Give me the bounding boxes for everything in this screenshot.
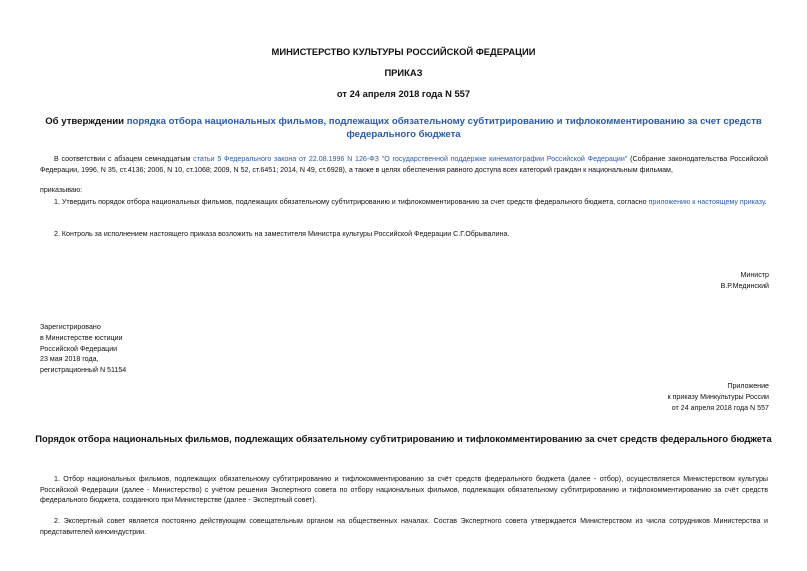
- order-word: приказываю:: [40, 186, 83, 194]
- date-number-heading: от 24 апреля 2018 года N 557: [336, 88, 471, 99]
- title-link[interactable]: порядка отбора национальных фильмов, подлежащих обязательному субтитрированию и тифлокомментированию за счет средств федерального бюджета: [126, 116, 762, 140]
- preamble-text-after: (Собрание законодательства Российской Федерации, 1996, N 35, ст.4136; 2006, N 10, ст.1068; 2009, N 52, ст.6451; 2014, N 49, ст.6928), а также в целях обеспечения равного доступа всех категорий граждан к национальным фильмам,: [40, 155, 769, 174]
- registration-line-1: Зарегистрировано: [40, 323, 101, 331]
- item-1-end: .: [764, 198, 767, 206]
- appendix-paragraph-2: 2. Экспертный совет является постоянно действующим совещательным органом на общественных началах. Состав Экспертного совета утверждается Министерством из числа сотрудников Министерства и представителей киноиндустрии.: [40, 517, 768, 536]
- appendix-header-block: [668, 381, 769, 413]
- appendix-line-2: к приказу Минкультуры России: [667, 392, 769, 401]
- appendix-line-1: Приложение: [727, 382, 769, 390]
- signature-block: [721, 270, 769, 292]
- ministry-heading: МИНИСТЕРСТВО КУЛЬТУРЫ РОССИЙСКОЙ ФЕДЕРАЦИИ: [271, 46, 536, 57]
- appendix-paragraph-1: 1. Отбор национальных фильмов, подлежащих обязательному субтитрированию и тифлокомментированию за счёт средств федерального бюджета (далее - отбор), осуществляется Министерством культуры Российской Федерации (далее - Министерство) с учётом решения Экспертного совета по отбору национальных фильмов, подлежащих обязательному субтитрированию и тифлокомментированию за счёт средств федерального бюджета, созданного при Министерстве (далее - Экспертный совет).: [40, 475, 768, 504]
- appendix-link[interactable]: приложению к настоящему приказу: [648, 198, 765, 206]
- appendix-line-3: от 24 апреля 2018 года N 557: [671, 403, 769, 412]
- registration-line-4: 23 мая 2018 года,: [40, 355, 99, 364]
- appendix-title: Порядок отбора национальных фильмов, подлежащих обязательному субтитрированию и тифлокомментированию за счет средств федерального бюджета: [35, 433, 772, 444]
- item-1-text: 1. Утвердить порядок отбора национальных фильмов, подлежащих обязательному субтитрированию и тифлокомментированию за счет средств федерального бюджета, согласно: [54, 198, 649, 206]
- doc-type-heading: ПРИКАЗ: [384, 67, 423, 78]
- registration-line-3: Российской Федерации: [40, 344, 118, 353]
- signature-position: Министр: [740, 271, 769, 279]
- registration-line-2: в Министерстве юстиции: [40, 333, 123, 342]
- registration-line-5: регистрационный N 51154: [40, 366, 127, 375]
- registration-block: [40, 322, 126, 376]
- item-1-paragraph: [40, 197, 768, 208]
- preamble-paragraph: [40, 154, 768, 175]
- document-title: [30, 116, 777, 141]
- federal-law-link[interactable]: статьи 5 Федерального закона от 22.08.1996 N 126-ФЗ "О государственной поддержке кинематографии Российской Федерации": [193, 155, 628, 163]
- preamble-text-before: В соответствии с абзацем семнадцатым: [54, 155, 194, 163]
- title-prefix: Об утверждении: [45, 116, 127, 127]
- item-2-paragraph: 2. Контроль за исполнением настоящего приказа возложить на заместителя Министра культуры Российской Федерации С.Г.Обрывалина.: [54, 230, 510, 238]
- signature-name: В.Р.Мединский: [720, 281, 769, 290]
